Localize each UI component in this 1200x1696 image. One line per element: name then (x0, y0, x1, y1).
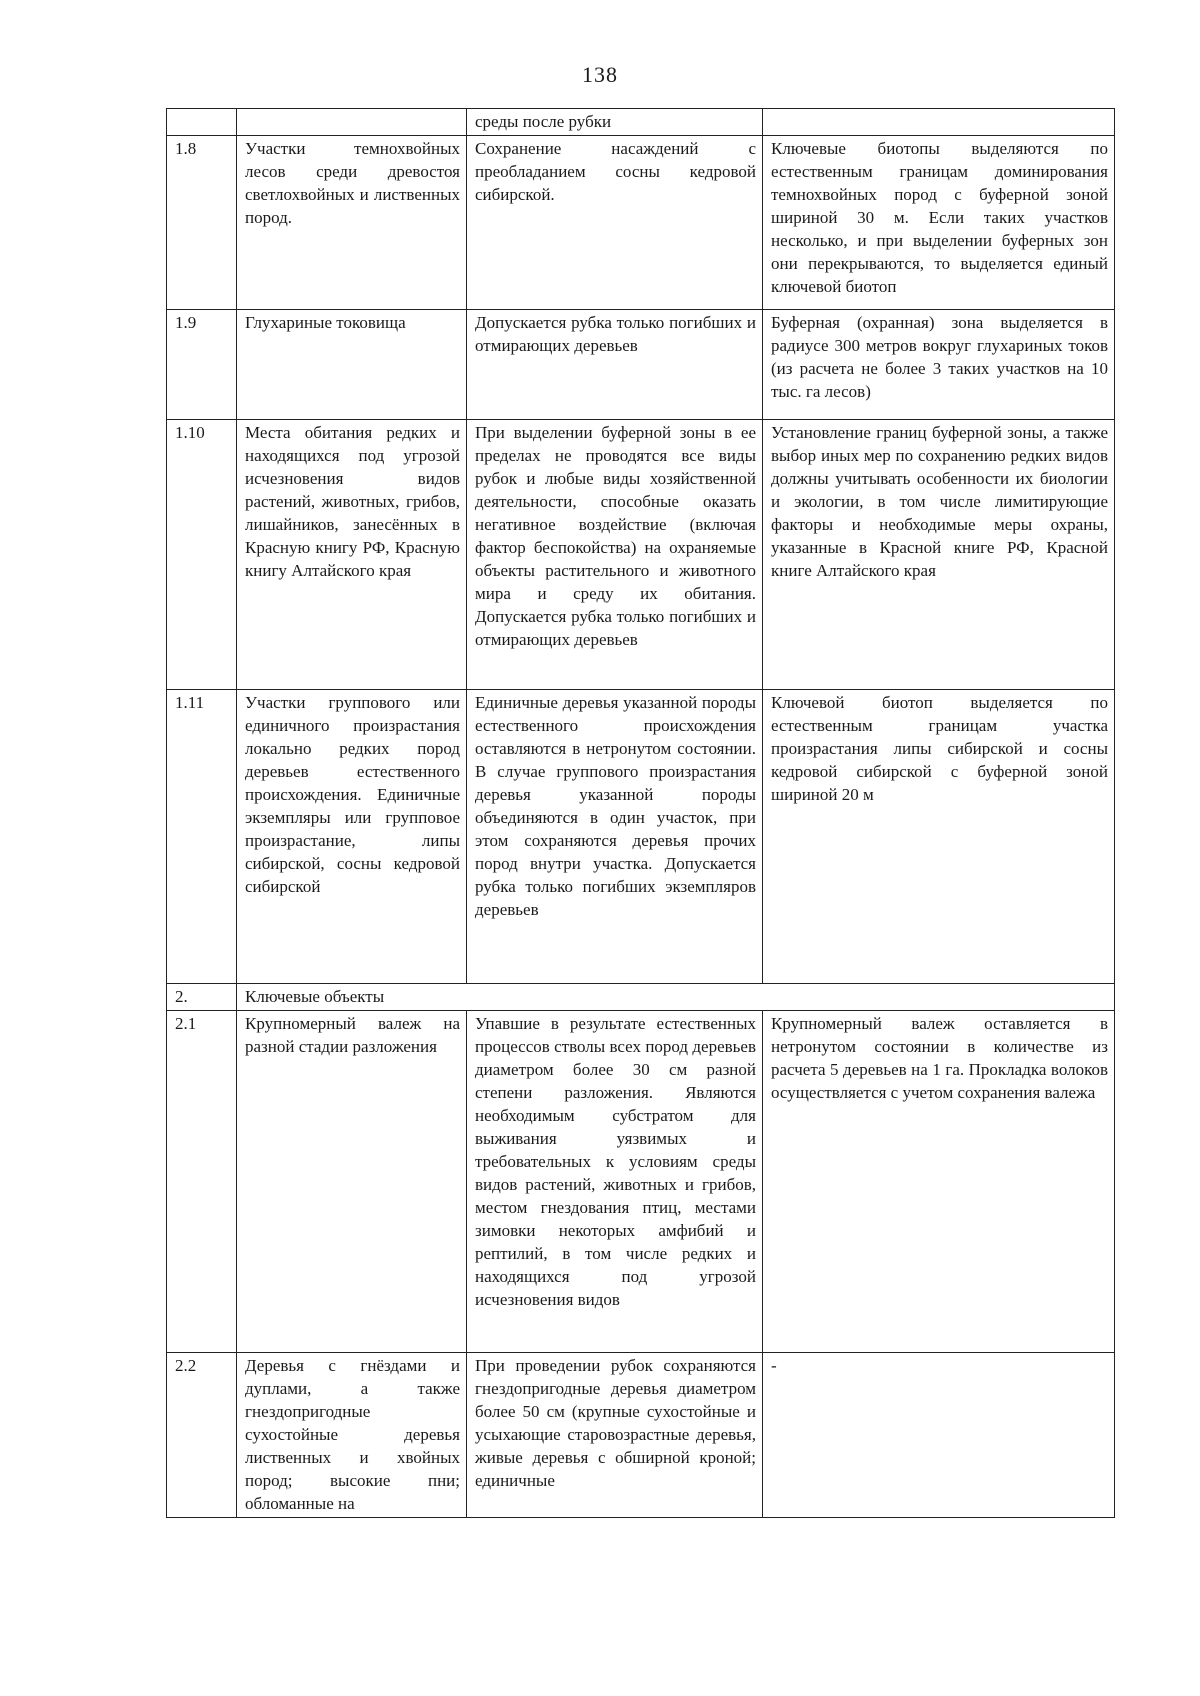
biotope-name: Участки темнохвойных лесов среди древостоя светлохвойных и лиственных пород. (237, 136, 467, 310)
notes-cell: Буферная (охранная) зона выделяется в радиусе 300 метров вокруг глухариных токов (из расчета не более 3 таких участков на 10 тыс. га лесов) (763, 310, 1115, 420)
cell-measures: среды после рубки (467, 109, 763, 136)
protection-measures: Допускается рубка только погибших и отмирающих деревьев (467, 310, 763, 420)
object-name: Крупномерный валеж на разной стадии разложения (237, 1011, 467, 1353)
object-name: Деревья с гнёздами и дуплами, а также гнездопригодные сухостойные деревья лиственных и хвойных пород; высокие пни; обломанные на (237, 1353, 467, 1518)
row-number: 1.11 (167, 690, 237, 984)
protection-measures: Сохранение насаждений с преобладанием сосны кедровой сибирской. (467, 136, 763, 310)
biotope-name: Места обитания редких и находящихся под угрозой исчезновения видов растений, животных, грибов, лишайников, занесённых в Красную книгу РФ, Красную книгу Алтайского края (237, 420, 467, 690)
cell-name (237, 109, 467, 136)
table-row (167, 136, 1115, 310)
table-row (167, 1353, 1115, 1518)
key-biotopes-table (166, 108, 1115, 1518)
row-number: 1.10 (167, 420, 237, 690)
protection-measures: При проведении рубок сохраняются гнездопригодные деревья диаметром более 50 см (крупные сухостойные и усыхающие старовозрастные деревья, живые деревья с обширной кроной; единичные (467, 1353, 763, 1518)
notes-cell: Ключевой биотоп выделяется по естественным границам участка произрастания липы сибирской и сосны кедровой сибирской с буферной зоной шириной 20 м (763, 690, 1115, 984)
cell-num (167, 109, 237, 136)
page-number: 138 (582, 62, 618, 87)
table-row (167, 690, 1115, 984)
section-row (167, 984, 1115, 1011)
section-title: Ключевые объекты (237, 984, 1115, 1011)
biotope-name: Участки группового или единичного произрастания локально редких пород деревьев естественного происхождения. Единичные экземпляры или групповое произрастание, липы сибирской, сосны кедровой сибирской (237, 690, 467, 984)
notes-cell: - (763, 1353, 1115, 1518)
table-row (167, 420, 1115, 690)
row-number: 2.1 (167, 1011, 237, 1353)
notes-cell: Установление границ буферной зоны, а также выбор иных мер по сохранению редких видов должны учитывать особенности их биологии и экологии, в том числе лимитирующие факторы и необходимые меры охраны, указанные в Красной книге РФ, Красной книге Алтайского края (763, 420, 1115, 690)
section-number: 2. (167, 984, 237, 1011)
row-number: 1.8 (167, 136, 237, 310)
cell-notes (763, 109, 1115, 136)
continuation-row (167, 109, 1115, 136)
protection-measures: Упавшие в результате естественных процессов стволы всех пород деревьев диаметром более 30 см разной степени разложения. Являются необходимым субстратом для выживания уязвимых и требовательных к условиям среды видов растений, животных и грибов, местом гнездования птиц, местами зимовки некоторых амфибий и рептилий, в том числе редких и находящихся под угрозой исчезновения видов (467, 1011, 763, 1353)
notes-cell: Крупномерный валеж оставляется в нетронутом состоянии в количестве из расчета 5 деревьев на 1 га. Прокладка волоков осуществляется с учетом сохранения валежа (763, 1011, 1115, 1353)
protection-measures: Единичные деревья указанной породы естественного происхождения оставляются в нетронутом состоянии. В случае группового произрастания деревья указанной породы объединяются в один участок, при этом сохраняются деревья прочих пород внутри участка. Допускается рубка только погибших экземпляров деревьев (467, 690, 763, 984)
table-row (167, 1011, 1115, 1353)
table-row (167, 310, 1115, 420)
protection-measures: При выделении буферной зоны в ее пределах не проводятся все виды рубок и любые виды хозяйственной деятельности, способные оказать негативное воздействие (включая фактор беспокойства) на охраняемые объекты растительного и животного мира и среду их обитания. Допускается рубка только погибших и отмирающих деревьев (467, 420, 763, 690)
row-number: 2.2 (167, 1353, 237, 1518)
row-number: 1.9 (167, 310, 237, 420)
notes-cell: Ключевые биотопы выделяются по естественным границам доминирования темнохвойных пород с буферной зоной шириной 30 м. Если таких участков несколько, и при выделении буферных зон они перекрываются, то выделяется единый ключевой биотоп (763, 136, 1115, 310)
biotope-name: Глухариные токовища (237, 310, 467, 420)
